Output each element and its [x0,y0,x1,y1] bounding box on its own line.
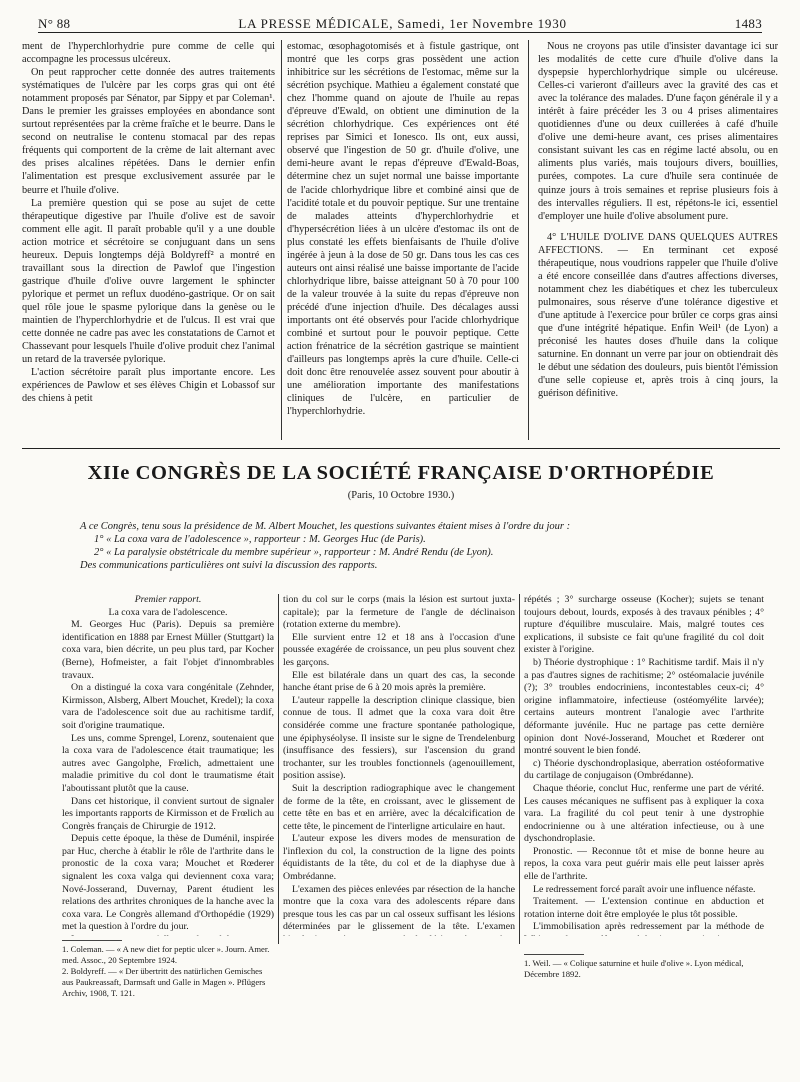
intro-line: 2° « La paralysie obstétricale du membre supérieur », rapporteur : M. André Rendu (de Lyon). [94,547,494,558]
paragraph: Le redressement forcé paraît avoir une influence néfaste. [533,883,756,895]
bottom-column-2 [283,594,515,936]
column-divider [519,594,520,944]
paragraph: La première question qui se pose au sujet de cette thérapeutique digestive par l'huile d'olive est de savoir comment elle agit. Il paraît probable qu'il y a une double action motrice et sécrétoire se conjuguant dans un sens heureux. Depuis longtemps déjà Boldyreff² a montré en travaillant sous la direction de Pawlof que l'ingestion gastrique d'huile d'olive ouvre largement le sphincter pylorique et permet un reflux duodéno-gastrique. Or on sait quel rôle joue le spasme pylorique dans la genèse ou le maintien de l'hyperchlorhydrie et de l'ulcus. Il est vrai que cette donnée ne cadre pas avec les constatations de Carnot et Chassevant pour lesquels l'huile d'olive produit chez l'animal un retard de la traversée pylorique. [22,197,275,366]
paragraph: On a distingué la coxa vara congénitale (Zehnder, Kirmisson, Alsberg, Albert Mouchet, Kredel); la coxa vara de l'adolescence soit due au rachitisme tardif, soit d'origine traumatique. [62,682,274,731]
paragraph: L'action sécrétoire paraît plus importante encore. Les expériences de Pawlow et ses élèves Chigin et Lobassof sur des chiens à petit [22,367,275,405]
section-subheading: La coxa vara de l'adolescence. [108,606,228,618]
paragraph [62,934,274,936]
column-divider [528,40,529,440]
paragraph: Chaque théorie, conclut Huc, renferme une part de vérité. Les causes mécaniques ne suffisent pas à expliquer la coxa vara. La fragilité du col peut tenir à une dystrophie endocrinienne ou à une altération infectieuse, ou à une dyschondroplasie. [524,782,764,845]
paragraph: ment de l'hyperchlorhydrie pure comme de celle qui accompagne les processus ulcéreux. [22,41,275,66]
paragraph: Dans cet historique, il convient surtout de signaler les importants rapports de Kirmisson et de Frœlich au Congrès français de Chirurgie de 1912. [62,795,274,832]
section-heading: Premier rapport. [134,594,202,605]
paragraph: répétés ; 3° surcharge osseuse (Kocher); sujets se tenant toujours debout, lourds, exposés à des travaux pénibles ; 4° rupture d'équilibre musculaire. Mais, malgré toutes ces explications, il subsiste ce fait qu'une fragilité du col doit exister à l'origine. [524,594,764,656]
paragraph: estomac, œsophagotomisés et à fistule gastrique, ont montré que les corps gras possèdent une action inhibitrice sur les sécrétions de l'estomac, même sur la sécrétion psychique. Mathieu a également constaté que chez l'homme quand on ajoute de l'huile au repas d'épreuve d'Ewald, on obtient une diminution de la sécrétion chlorhydrique. Ces expériences ont été reprises par Simici et Ionesco. Ils ont, eux aussi, observé que l'ingestion de 50 gr. d'huile d'olive, une demi-heure avant le repas d'épreuve d'Ewald-Boas, détermine chez un sujet normal une baisse importante de l'acide chlorhydrique libre et combiné ainsi que de l'acidité totale et du pouvoir peptique. Sur une trentaine de malades atteints d'hyperchlorhydrie et d'hypersécrétion liées à un ulcère d'estomac ils ont de plus constaté les effets bienfaisants de l'huile d'olive ingérée à jeun à la dose de 50 gr. Dans tous les cas ces auteurs ont ainsi réalisé une baisse importante de l'acide chlorhydrique libre, baisse atteignant 50 à 70 pour 100 de la valeur trouvée à la suite du repas d'épreuve non précédé d'une injection d'huile. Des décalages aussi importants ont été observés pour l'acide chlorhydrique combiné et surtout pour le pouvoir peptique. Cette action frénatrice de la sécrétion gastrique se maintient d'ailleurs pas longtemps après la cure d'huile. Celle-ci doit donc être renouvelée assez souvent pour aboutir à une amélioration importante des manifestations cliniques de l'ulcère, en particulier de l'hyperchlorhydrie. [287,41,519,418]
intro-line: Des communications particulières ont suivi la discussion des rapports. [80,560,378,571]
paragraph: Pronostic. — Reconnue tôt et mise de bonne heure au repos, la coxa vara peut guérir mais elle peut laisser après elle de l'arthrite. [524,845,764,883]
paragraph: Depuis cette époque, la thèse de Duménil, inspirée par Huc, cherche à établir le rôle de l'arthrite dans le pronostic de la coxa vara; Mouchet et Rœderer signalent les coxa valga qui deviennent coxa vara; Nové-Josserand, Duvernay, Parent étudient les relations des arthrites chroniques de la hanche avec la coxa vara. Le Congrès allemand d'Orthopédie (1929) met la question à l'ordre du jour. [62,833,274,933]
paragraph: L'auteur rappelle la description clinique classique, bien connue de tous. Il admet que la coxa vara doit être considérée comme une fracture spontanée pathologique, une épiphyséolyse. Il insiste sur le signe de Trendelenburg (insuffisance des fessiers), sur l'ascension du grand trochanter, sur les troubles fonctionnels (agenouillement, position assise). [283,694,515,782]
bottom-column-1 [62,594,274,936]
paragraph: Les uns, comme Sprengel, Lorenz, soutenaient que la coxa vara de l'adolescence était traumatique; les autres avec Gangolphe, Frœlich, admettaient une maladie primitive du col dont le traumatisme était l'aboutissant plutôt que la cause. [62,732,274,794]
paragraph: Suit la description radiographique avec le changement de forme de la tête, en croissant, avec le glissement de cette tête en bas et en arrière, avec la décalcification de cette tête, le pincement de l'interligne articulaire en haut. [283,782,515,832]
congress-title: XIIe CONGRÈS DE LA SOCIÉTÉ FRANÇAISE D'ORTHOPÉDIE [87,462,715,484]
journal-title: LA PRESSE MÉDICALE, Samedi, 1er Novembre 1930 [238,16,567,31]
paragraph: c) Théorie dyschondroplasique, aberration ostéoformative du cartilage de conjugaison (Ombrédanne). [524,757,764,782]
column-divider [278,594,279,944]
top-column-1 [22,40,275,440]
congress-intro [80,520,740,572]
paragraph: Nous ne croyons pas utile d'insister davantage ici sur les modalités de cette cure d'huile d'olive dans la dyspepsie hyperchlorhydrique simple ou ulcéreuse. Celles-ci varieront d'ailleurs avec la gravité des cas et avec la tolérance des malades. D'une façon générale il y a intérêt à faire précéder les 3 ou 4 prises alimentaires quotidiennes d'une ou deux cuillerées à café d'huile d'olive une demi-heure avant, ces prises alimentaires consistant suivant les cas en régime lacté absolu, ou en aliments plus variés, mais toujours divers, bouillies, purées, compotes. La cure d'huile sera continuée de quinze jours à trois semaines et reprise plusieurs fois à des intervalles réguliers. Il est, répétons-le ici, essentiel d'employer une huile d'olive absolument pure. [538,41,778,222]
section-rule [22,448,780,449]
footnotes-right [524,958,764,980]
footnote-rule [62,940,122,941]
footnotes-left [62,944,274,999]
paragraph: M. Georges Huc (Paris). Depuis sa première identification en 1888 par Ernest Müller (Stuttgart) la coxa vara, bien décrite, un peu plus tard, par Kocher (Berne), Hofmeister, a fait l'objet d'innombrables travaux. [62,619,274,681]
paragraph: 4° L'HUILE D'OLIVE DANS QUELQUES AUTRES AFFECTIONS. — En terminant cet exposé thérapeutique, nous voudrions rappeler que l'huile d'olive a été encore conseillée dans d'autres affections diverses, notamment chez les diabétiques et chez les tuberculeux pulmonaires, sous réserve d'une tolérance digestive et d'une aptitude à l'exercice pour brûler ce corps gras ainsi que d'une intégrité hépatique. Enfin Weil¹ (de Lyon) a préconisé les hautes doses d'huile dans la colique saturnine. En donnant un verre par jour on obtiendrait dès le début une sédation des douleurs, puis bientôt l'émission d'une selle copieuse et, après trois à cinq jours, la guérison définitive. [538,231,778,400]
paragraph: L'auteur expose les divers modes de mensuration de l'inflexion du col, la construction de la ligne des points équidistants de la tête, du col et de la diaphyse due à Ombrédanne. [283,833,515,883]
paragraph: Elle est bilatérale dans un quart des cas, la seconde hanche étant prise de 6 à 20 mois après la première. [283,669,515,694]
running-head [38,12,762,33]
paragraph: L'examen des pièces enlevées par résection de la hanche montre que la coxa vara des adolescents répare dans presque tous les cas par un cal osseux suffisant les lésions déterminées par le glissement de la tête. L'examen [283,883,515,933]
column-divider [281,40,282,440]
page-number: N° 88 [38,16,71,31]
intro-line: 1° « La coxa vara de l'adolescence », rapporteur : M. Georges Huc (de Paris). [94,534,426,545]
bottom-column-3 [524,594,764,936]
paragraph: L'immobilisation après redressement par la méthode de [533,921,764,933]
paragraph: Traitement. — L'extension continue en abduction et rotation interne doit être employée le plus tôt possible. [524,896,764,920]
footnote: 1. Weil. — « Colique saturnine et huile d'olive ». Lyon médical, Décembre 1892. [524,958,744,979]
paragraph: b) Théorie dystrophique : 1° Rachitisme tardif. Mais il n'y a pas d'autres signes de rachitisme; 2° ostéomalacie juvénile (?); 3° troubles endocriniens, incontestables ceux-ci; 4° origine inflammatoire, infectieuse (ostéomyélite larvée); certains auteurs montrent l'analogie avec l'arthrite déformante juvénile. Huc ne partage pas cette dernière opinion dont Nové-Josserand, Mouchet et Rœderer ont montré souvent le bien fondé. [524,656,764,757]
top-column-3 [538,40,778,458]
folio: 1483 [734,16,762,31]
footnote: 1. Coleman. — « A new diet for peptic ulcer ». Journ. Amer. med. Assoc., 20 Septembre 1924. [62,944,270,965]
paragraph: Elle survient entre 12 et 18 ans à l'occasion d'une poussée exagérée de croissance, un peu plus souvent chez les garçons. [283,631,515,668]
footnote-rule [524,954,584,955]
congress-subtitle: (Paris, 10 Octobre 1930.) [347,490,455,501]
paragraph: On peut rapprocher cette donnée des autres traitements systématiques de l'ulcère par les corps gras qui ont été notamment proposés par Sénator, par Sippy et par Coleman¹. Dans le premier les graisses employées en abondance sont surtout représentées par la crème fraîche et le beurre. Dans le second on neutralise le contenu stomacal par des repas fréquents qui comportent de la crème de lait alternant avec des prises alcalines répétées. Dans le dernier enfin l'alimentation est presque exclusivement assurée par le beurre et l'huile d'olive. [22,67,275,196]
footnote: 2. Boldyreff. — « Der übertritt des natürlichen Gemisches aus Paukreassaft, Darmsaft und Galle in Magen ». Pflügers Archiv, 1908, T. 121. [62,966,266,998]
intro-line: A ce Congrès, tenu sous la présidence de M. Albert Mouchet, les questions suivantes étaient mises à l'ordre du jour : [80,521,571,532]
top-column-2 [287,40,519,440]
paragraph: tion du col sur le corps (mais la lésion est surtout juxta-capitale); par la fermeture de l'angle de déclinaison (rotation externe du membre). [283,594,515,631]
